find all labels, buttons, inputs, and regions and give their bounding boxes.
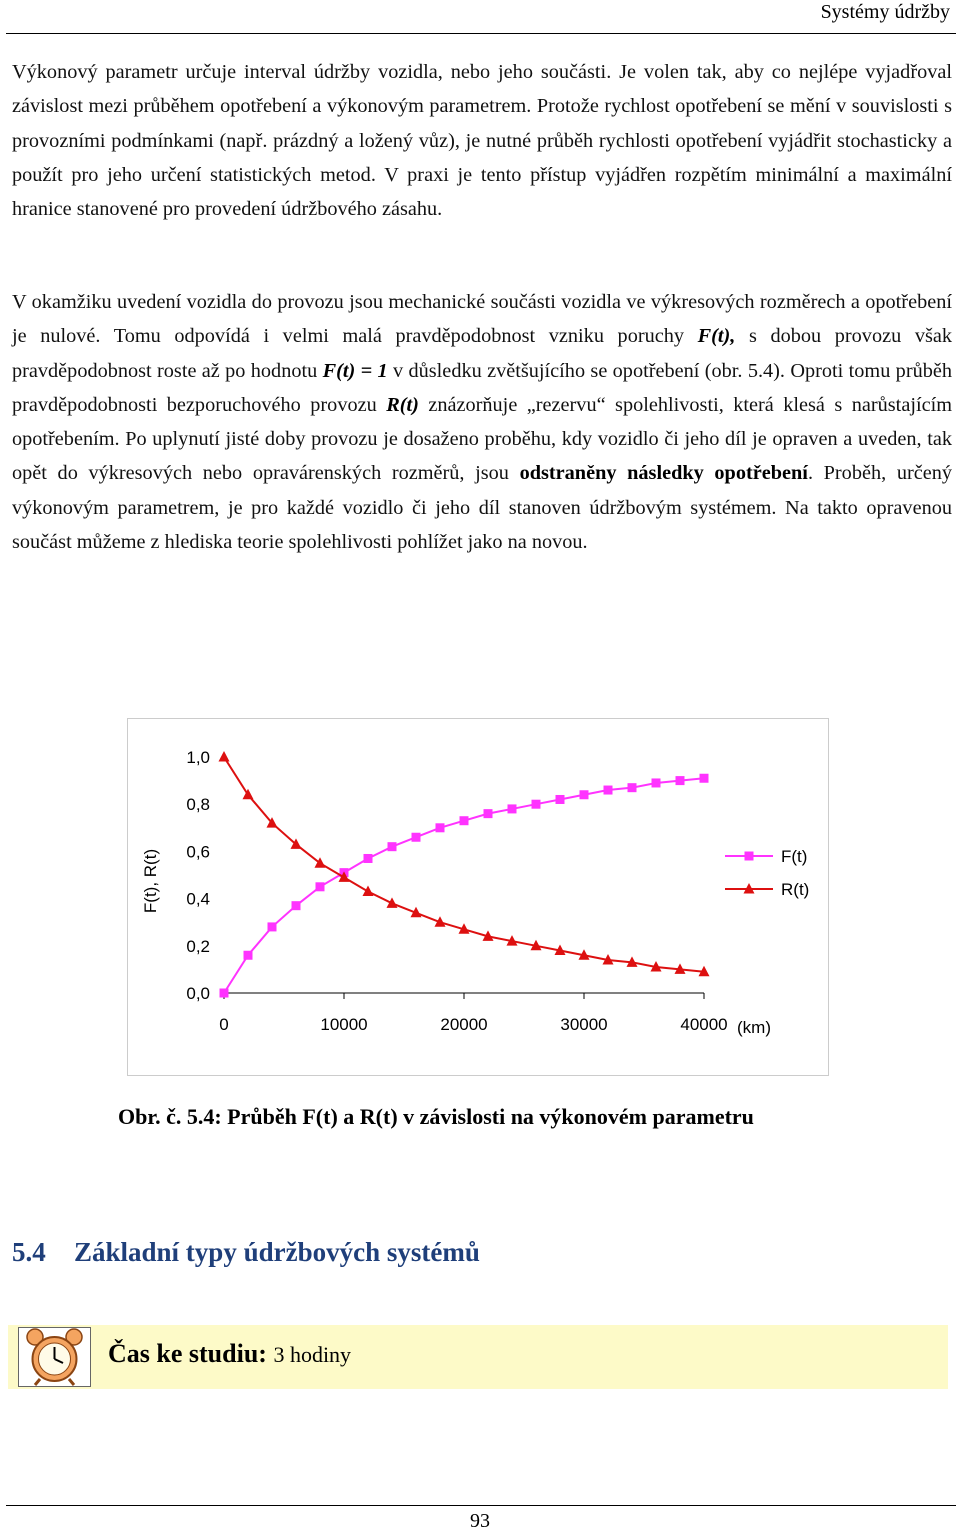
text-run: F(t), [697, 325, 736, 348]
paragraph-2 [12, 285, 952, 559]
text-run: Výkonový parametr určuje interval údržby vozidla, nebo jeho součásti. Je volen tak, aby co nejlépe vyjadřoval závislost mezi průběhem opotřebení a výkonovým parametrem. Protože rychlost opotřebení se mění v souvislosti s provozními podmínkami (např. prázdný a ložený vůz), je nutné průběh rychlosti opotřebení vyjádřit stochasticky a použít pro jeho určení statistických metod. V praxi je tento přístup vyjádřen rozpětím minimální a maximální hranice stanovené pro provedení údržbového zásahu. [12, 61, 952, 221]
x-tick-label: 40000 [680, 1015, 728, 1034]
y-tick-label: 0,8 [186, 795, 210, 815]
legend-label: F(t) [781, 847, 808, 866]
data-point-0 [412, 833, 421, 842]
data-point-0 [556, 795, 565, 804]
alarm-clock-icon [18, 1327, 91, 1387]
running-header: Systémy údržby [820, 1, 950, 23]
study-time-text [108, 1339, 351, 1369]
x-axis-title: (km) [737, 1018, 771, 1037]
y-tick-label: 1,0 [186, 748, 210, 767]
data-point-0 [460, 816, 469, 825]
data-point-0 [604, 786, 613, 795]
paragraph-1 [12, 55, 952, 226]
data-point-0 [268, 922, 277, 931]
data-point-0 [628, 783, 637, 792]
y-axis-title: F(t), R(t) [141, 848, 160, 914]
y-tick-label: 0,0 [186, 984, 210, 1003]
section-title: Základní typy údržbových systémů [74, 1237, 480, 1267]
text-run: znázorňuje „rezervu“ spolehlivosti, která klesá s narůstajícím opotřebením. Po uplynutí jisté doby provozu je dosaženo proběhu, kdy vozidlo či jeho díl je opraven a uveden, tak opět do výkresových nebo opravárenských rozměrů, jsou [12, 393, 952, 485]
x-tick-label: 10000 [320, 1015, 368, 1034]
data-point-0 [316, 882, 325, 891]
text-run: . Proběh, určený výkonovým parametrem, je pro každé vozidlo či jeho díl stanoven údržbovým systémem. Na takto opravenou součást můžeme z hlediska teorie spolehlivosti pohlížet jako na novou. [12, 462, 952, 554]
page-number: 93 [470, 1510, 490, 1532]
data-point-0 [532, 800, 541, 809]
data-point-0 [676, 776, 685, 785]
text-run: F(t) = 1 [322, 359, 388, 382]
y-tick-label: 0,6 [186, 842, 210, 862]
text-run: s dobou provozu však pravděpodobnost roste až po hodnotu [12, 325, 952, 382]
figure-chart [127, 718, 829, 1076]
data-point-1 [363, 886, 374, 897]
data-point-0 [364, 854, 373, 863]
data-point-0 [652, 778, 661, 787]
x-tick-label: 30000 [560, 1015, 608, 1034]
data-point-0 [580, 790, 589, 799]
data-point-1 [315, 857, 326, 868]
data-point-0 [292, 901, 301, 910]
text-run: odstraněny následky opotřebení [519, 462, 808, 485]
data-point-0 [484, 809, 493, 818]
study-time-label: Čas ke studiu: [108, 1339, 267, 1368]
legend-label: R(t) [781, 880, 810, 899]
chart-svg [128, 719, 828, 1075]
x-tick-label: 20000 [440, 1015, 488, 1034]
data-point-0 [508, 804, 517, 813]
header-rule [6, 33, 956, 34]
data-point-1 [219, 751, 230, 762]
footer-rule [6, 1505, 956, 1506]
figure-caption: Obr. č. 5.4: Průběh F(t) a R(t) v závislosti na výkonovém parametru [118, 1104, 754, 1129]
section-heading [12, 1237, 480, 1268]
study-time-box [8, 1325, 948, 1389]
x-tick-label: 0 [219, 1015, 229, 1034]
study-time-value: 3 hodiny [273, 1342, 352, 1367]
y-tick-label: 0,4 [186, 889, 210, 909]
data-point-1 [387, 897, 398, 908]
text-run: V okamžiku uvedení vozidla do provozu jsou mechanické součásti vozidla ve výkresových rozměrech a opotřebení je nulové. Tomu odpovídá i velmi malá pravděpodobnost vzniku poruchy [12, 291, 952, 348]
legend-marker-0 [745, 852, 754, 861]
y-tick-label: 0,2 [186, 936, 210, 956]
data-point-0 [700, 774, 709, 783]
data-point-0 [388, 842, 397, 851]
data-point-0 [220, 989, 229, 998]
data-point-0 [244, 951, 253, 960]
text-run: R(t) [386, 393, 419, 416]
section-number: 5.4 [12, 1237, 46, 1267]
text-run: v důsledku zvětšujícího se opotřebení (obr. 5.4). Oproti tomu průběh pravděpodobnosti bezporuchového provozu [12, 359, 952, 416]
data-point-0 [436, 823, 445, 832]
